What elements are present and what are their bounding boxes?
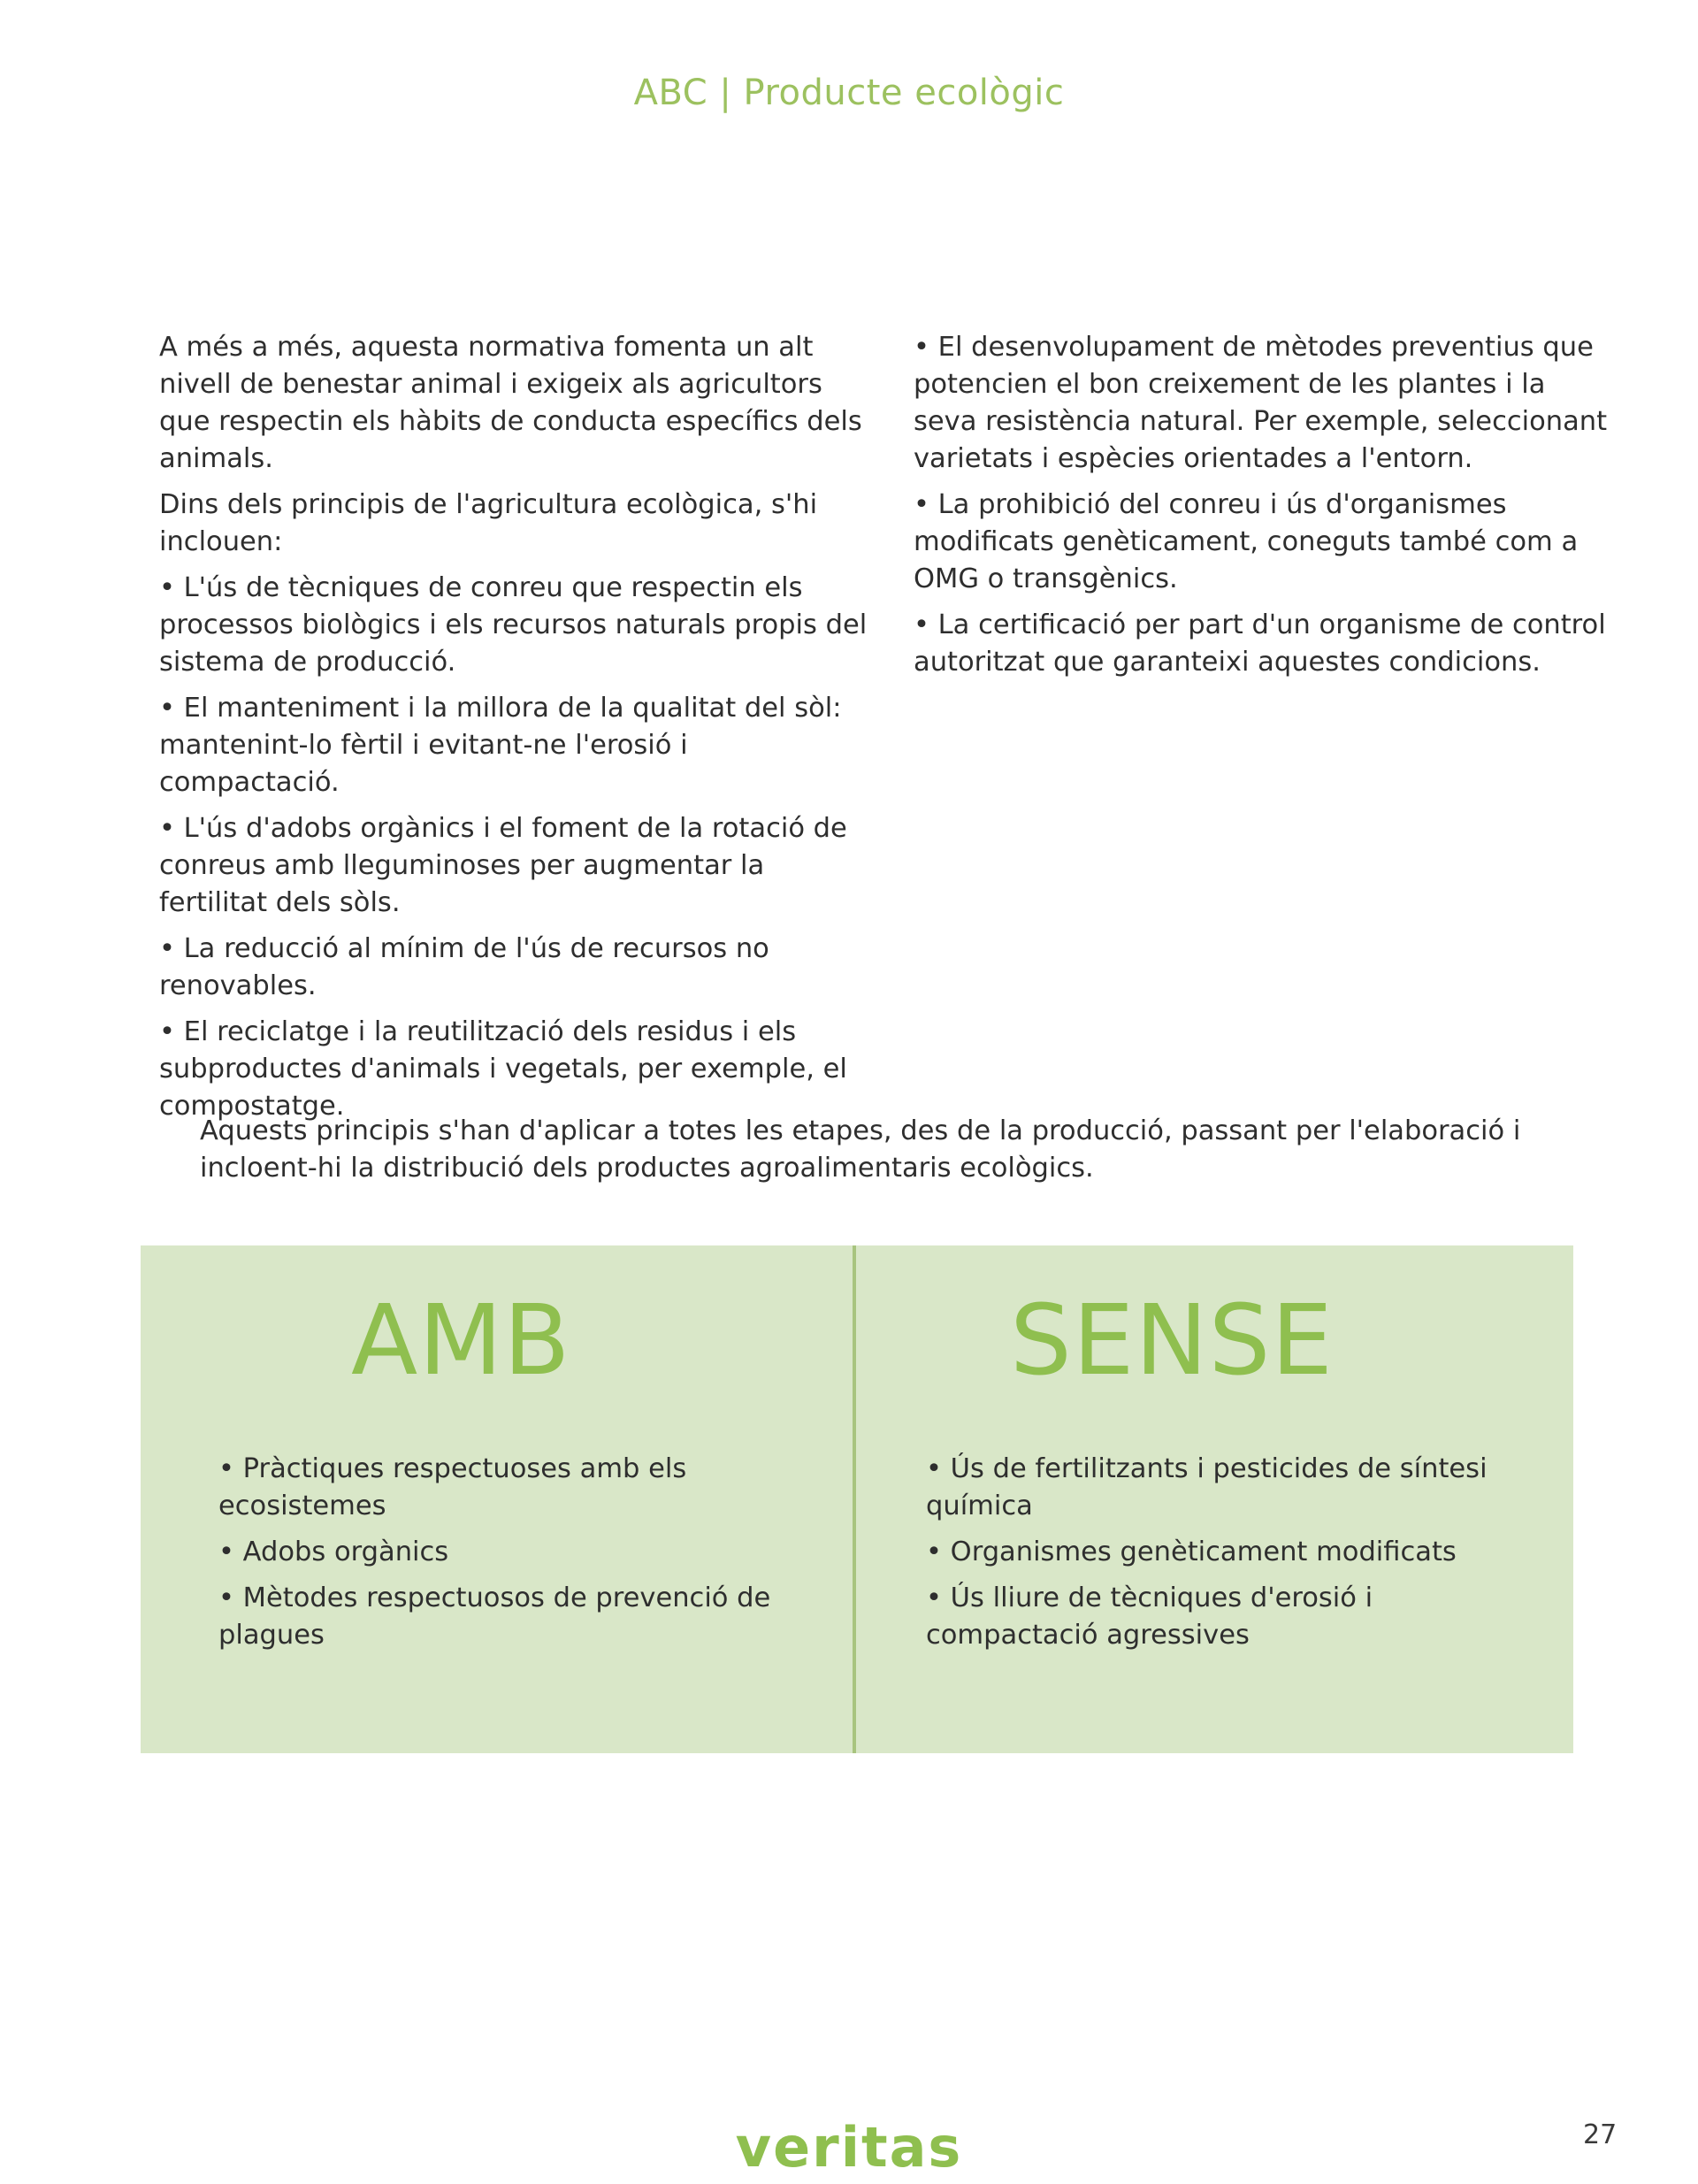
left-text-column xyxy=(159,329,876,1134)
bullet-item: • La reducció al mínim de l'ús de recursos no renovables. xyxy=(159,933,769,1001)
bullet-item: • El manteniment i la millora de la qualitat del sòl: mantenint-lo fèrtil i evitant-ne l'erosió i compactació. xyxy=(159,693,842,798)
comparison-box xyxy=(141,1245,1573,1753)
list-item: • Ús de fertilitzants i pesticides de síntesi química xyxy=(926,1453,1488,1521)
amb-list xyxy=(218,1451,820,1663)
list-item: • Organismes genèticament modificats xyxy=(926,1536,1457,1567)
list-item: • Mètodes respectuosos de prevenció de plagues xyxy=(218,1582,771,1651)
comparison-divider xyxy=(853,1245,856,1753)
list-item: • Pràctiques respectuoses amb els ecosistemes xyxy=(218,1453,687,1521)
page-number: 27 xyxy=(1583,2119,1618,2150)
bullet-item: • El reciclatge i la reutilització dels residus i els subproductes d'animals i vegetals, per exemple, el compostatge. xyxy=(159,1016,847,1122)
page-title: ABC | Producte ecològic xyxy=(633,73,1065,113)
summary-paragraph: Aquests principis s'han d'aplicar a totes les etapes, des de la producció, passant per l'elaboració i incloent-hi la distribució dels productes agroalimentaris ecològics. xyxy=(200,1115,1521,1184)
bullet-item: • L'ús d'adobs orgànics i el foment de la rotació de conreus amb lleguminoses per augmentar la fertilitat dels sòls. xyxy=(159,813,847,918)
list-item: • Adobs orgànics xyxy=(218,1536,449,1567)
bullet-item: • L'ús de tècniques de conreu que respectin els processos biològics i els recursos naturals propis del sistema de producció. xyxy=(159,572,868,678)
amb-heading: AMB xyxy=(351,1284,571,1397)
bullet-item: • La prohibició del conreu i ús d'organismes modificats genèticament, coneguts també com a OMG o transgènics. xyxy=(914,489,1579,594)
sense-list xyxy=(926,1451,1545,1663)
sense-heading: SENSE xyxy=(1010,1284,1334,1397)
right-text-column xyxy=(914,329,1612,690)
paragraph: A més a més, aquesta normativa fomenta un alt nivell de benestar animal i exigeix als agricultors que respectin els hàbits de conducta específics dels animals. xyxy=(159,332,862,474)
paragraph: Dins dels principis de l'agricultura ecològica, s'hi inclouen: xyxy=(159,489,818,557)
bullet-item: • La certificació per part d'un organisme de control autoritzat que garanteixi aquestes condicions. xyxy=(914,609,1606,678)
bullet-item: • El desenvolupament de mètodes preventius que potencien el bon creixement de les plantes i la seva resistència natural. Per exemple, seleccionant varietats i espècies orientades a l'entorn. xyxy=(914,332,1608,474)
veritas-logo: veritas xyxy=(735,2115,963,2180)
list-item: • Ús lliure de tècniques d'erosió i compactació agressives xyxy=(926,1582,1373,1651)
